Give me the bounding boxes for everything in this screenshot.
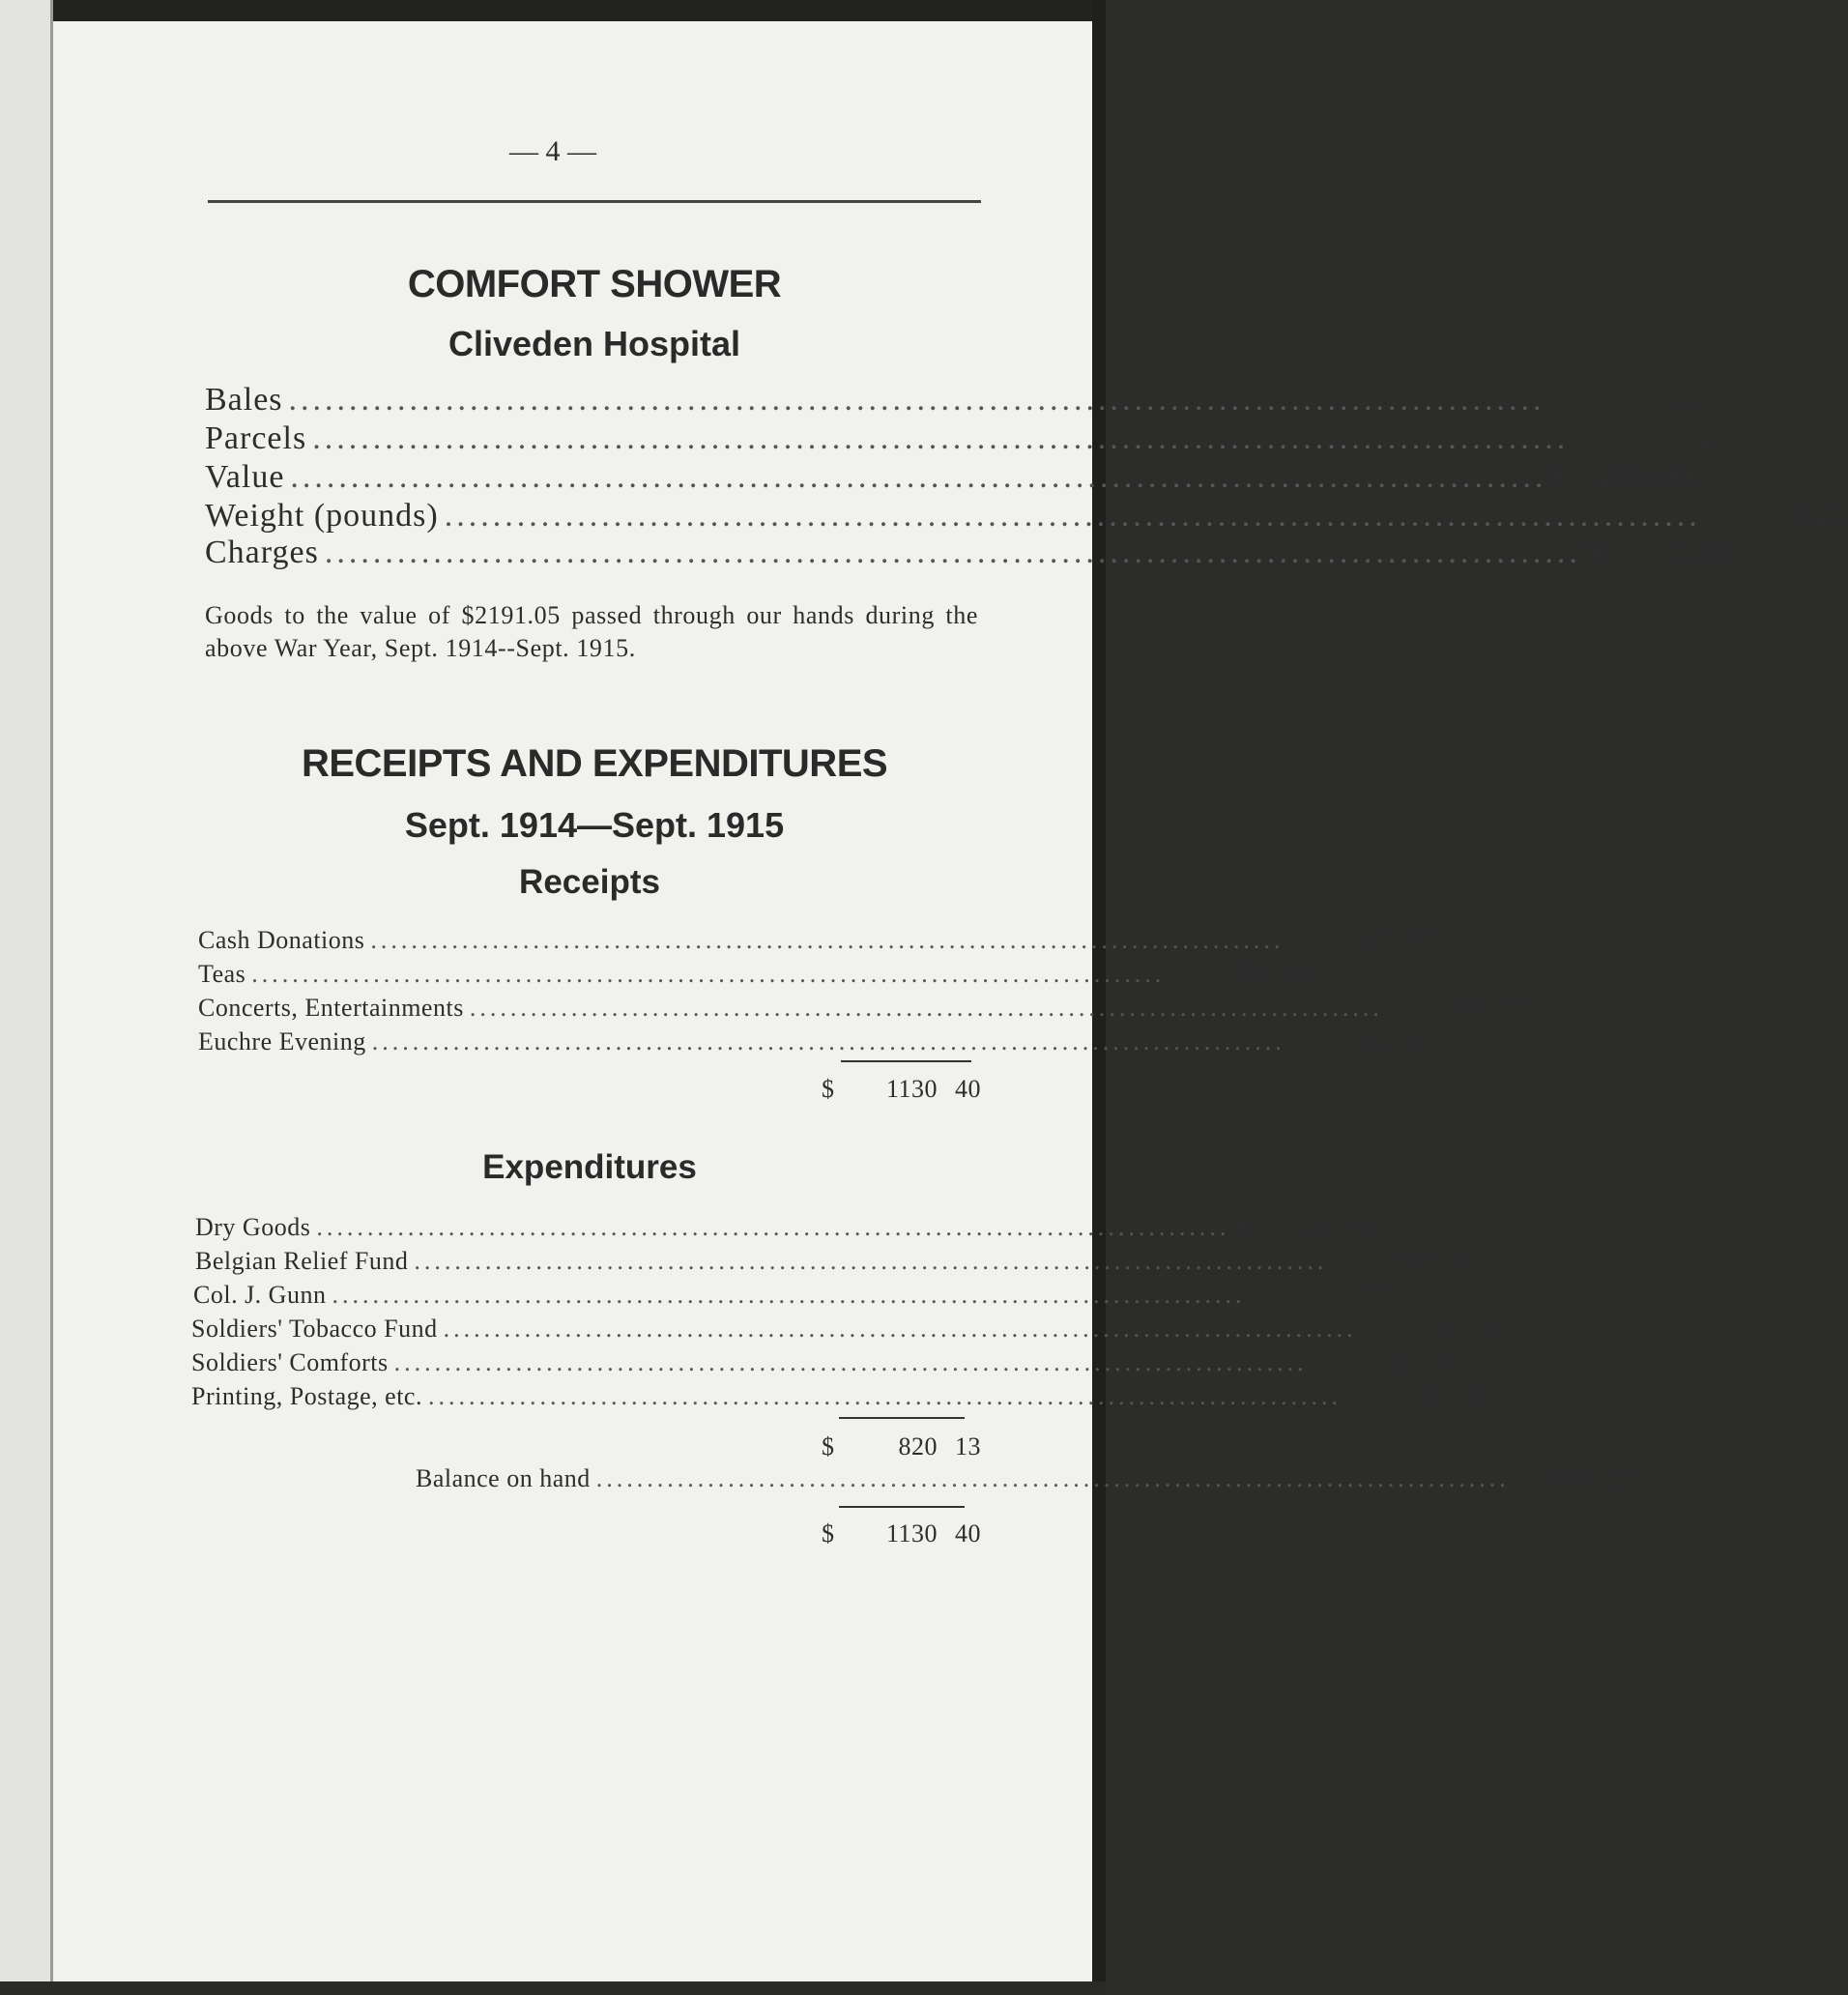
leader-dots: .......................................................................................... xyxy=(595,1464,1510,1492)
leader-dots: ........................................................................................................ xyxy=(288,382,1545,418)
row-cents: 95 xyxy=(1404,926,1431,954)
leader-dots: .......................................................................................... xyxy=(370,926,1285,954)
row-cents: 00 xyxy=(1428,1348,1455,1376)
row-cents: 90 xyxy=(1448,1247,1475,1275)
row-label: Belgian Relief Fund xyxy=(195,1247,409,1275)
row-value: 200.00 xyxy=(1597,459,1694,495)
row-dollars: 10 xyxy=(1433,1315,1460,1343)
row-amount xyxy=(1314,926,1430,955)
total-cents: 40 xyxy=(955,1075,981,1103)
row-cents: 00 xyxy=(1477,1315,1504,1343)
grand-total xyxy=(822,1519,981,1548)
leader-dots: ........................................................................................................ xyxy=(290,459,1547,495)
row-dollars: 621 xyxy=(1293,1213,1334,1241)
expenditure-row xyxy=(195,1213,1377,1242)
row-value: 1 xyxy=(1698,420,1717,456)
comfort-title: COMFORT SHOWER xyxy=(407,263,782,305)
row-label: Col. J. Gunn xyxy=(193,1281,327,1309)
row-amount xyxy=(1260,1213,1376,1242)
total-dollars: 820 xyxy=(898,1432,938,1460)
row-cents: 75 xyxy=(1366,1281,1393,1309)
row-dollars: 26 xyxy=(1418,1382,1445,1410)
balance-dollars: 310 xyxy=(1548,1464,1588,1492)
row-dollars: 142 xyxy=(1349,1027,1389,1055)
row-dollars: 137 xyxy=(1391,1247,1431,1275)
receipt-row xyxy=(198,926,1431,955)
goods-note: Goods to the value of $2191.05 passed through our hands during the above War Year, Sept. 1914--Sept. 1915. xyxy=(205,601,978,662)
balance-sum-rule xyxy=(839,1506,965,1508)
expenditure-row xyxy=(191,1315,1504,1344)
leader-dots: ........................................................................................................ xyxy=(444,498,1701,534)
row-cents: 10 xyxy=(1405,1027,1432,1055)
row-amount xyxy=(1388,1315,1504,1344)
row-label: Concerts, Entertainments xyxy=(198,994,464,1022)
total-dollars: 1130 xyxy=(885,1075,938,1103)
row-label: Euchre Evening xyxy=(198,1027,366,1055)
expenditure-row xyxy=(193,1281,1393,1310)
comfort-subtitle: Cliveden Hospital xyxy=(448,324,741,363)
row-amount xyxy=(1358,1247,1474,1276)
receipts-total xyxy=(822,1075,981,1104)
receipts-heading: Receipts xyxy=(519,863,660,901)
row-dollars: 550 xyxy=(1228,960,1269,988)
balance-cents: 27 xyxy=(1604,1464,1631,1492)
receipt-row xyxy=(198,994,1530,1023)
leader-dots: .......................................................................................... xyxy=(393,1348,1308,1376)
row-label: Weight (pounds) xyxy=(205,498,439,534)
row-label: Value xyxy=(205,459,285,495)
total-cents: 40 xyxy=(955,1519,981,1547)
row-value: 2.35 xyxy=(1666,535,1728,570)
balance-row xyxy=(416,1464,1631,1493)
row-currency: $ xyxy=(1235,1213,1249,1241)
leader-dots: .......................................................................................... xyxy=(332,1281,1246,1309)
row-cents: 92 xyxy=(1350,1213,1377,1241)
row-dollars: 197 xyxy=(1347,926,1388,954)
leader-dots: .......................................................................................... xyxy=(251,960,1166,988)
comfort-row xyxy=(205,420,1717,457)
expenditure-row xyxy=(195,1247,1475,1276)
row-amount xyxy=(1339,1348,1455,1377)
leader-dots: ........................................................................................................ xyxy=(312,420,1570,456)
row-cents: 56 xyxy=(1461,1382,1488,1410)
total-currency: $ xyxy=(822,1075,835,1103)
leader-dots: ........................................................................................................ xyxy=(324,535,1581,570)
total-currency: $ xyxy=(822,1519,835,1547)
comfort-row xyxy=(205,459,1694,496)
expenditures-sum-rule xyxy=(839,1417,965,1419)
row-value: 4 xyxy=(1674,382,1692,418)
row-currency: $ xyxy=(1586,535,1604,570)
scan-bottom-edge xyxy=(0,1981,1106,1995)
leader-dots: .......................................................................................... xyxy=(371,1027,1285,1055)
comfort-row xyxy=(205,382,1692,419)
expenditures-heading: Expenditures xyxy=(482,1148,697,1186)
leader-dots: .......................................................................................... xyxy=(316,1213,1230,1241)
receipt-row xyxy=(198,1027,1432,1056)
row-label: Bales xyxy=(205,382,283,418)
leader-dots: .......................................................................................... xyxy=(469,994,1383,1022)
leader-dots: .......................................................................................... xyxy=(443,1315,1357,1343)
expenditure-row xyxy=(191,1348,1455,1377)
row-currency: $ xyxy=(1552,459,1571,495)
leader-dots: .......................................................................................... xyxy=(414,1247,1328,1275)
total-cents: 13 xyxy=(955,1432,981,1460)
page-number: — 4 — xyxy=(509,135,596,167)
receipt-row xyxy=(198,960,1313,989)
finance-title: RECEIPTS AND EXPENDITURES xyxy=(301,742,888,785)
row-label: Charges xyxy=(205,535,319,570)
row-amount xyxy=(1372,1382,1488,1411)
row-amount xyxy=(1276,1281,1392,1310)
row-dollars: 240 xyxy=(1447,994,1487,1022)
header-rule xyxy=(208,200,981,203)
row-label: Printing, Postage, etc. xyxy=(191,1382,422,1410)
expenditure-row xyxy=(191,1382,1488,1411)
comfort-row xyxy=(205,498,1848,535)
row-label: Parcels xyxy=(205,420,307,456)
row-label: Dry Goods xyxy=(195,1213,311,1241)
row-value: 315 xyxy=(1795,498,1848,534)
row-cents: 00 xyxy=(1285,960,1313,988)
leader-dots: .......................................................................................... xyxy=(427,1382,1342,1410)
comfort-row xyxy=(205,535,1728,571)
row-cents: 35 xyxy=(1503,994,1530,1022)
row-label: Cash Donations xyxy=(198,926,365,954)
row-amount xyxy=(1196,960,1312,989)
expenditures-total xyxy=(822,1432,981,1461)
finance-period: Sept. 1914—Sept. 1915 xyxy=(404,805,785,845)
balance-amount xyxy=(1516,1464,1631,1493)
row-amount xyxy=(1414,994,1530,1023)
balance-label: Balance on hand xyxy=(416,1464,591,1492)
row-amount xyxy=(1316,1027,1432,1056)
total-currency: $ xyxy=(822,1432,835,1460)
row-currency: $ xyxy=(1289,926,1303,954)
receipts-sum-rule xyxy=(841,1060,971,1062)
row-dollars: 3 xyxy=(1335,1281,1349,1309)
row-label: Soldiers' Comforts xyxy=(191,1348,389,1376)
row-label: Soldiers' Tobacco Fund xyxy=(191,1315,438,1343)
row-dollars: 20 xyxy=(1384,1348,1411,1376)
total-dollars: 1130 xyxy=(885,1519,938,1547)
row-label: Teas xyxy=(198,960,246,988)
